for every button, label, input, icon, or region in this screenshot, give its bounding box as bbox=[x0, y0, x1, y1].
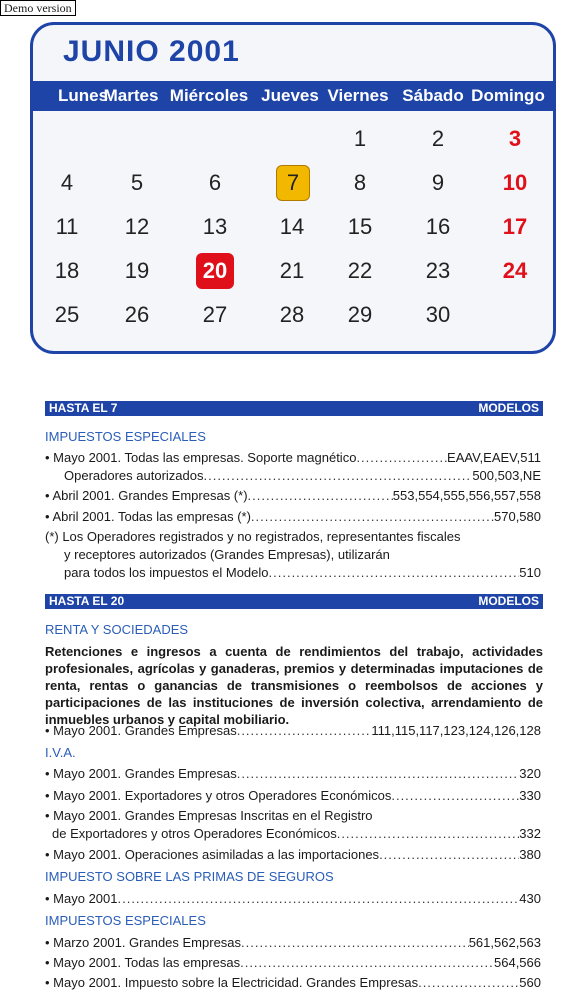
item-model: 570,580 bbox=[494, 509, 541, 524]
item-text: • Mayo 2001. Operaciones asimiladas a las importaciones bbox=[45, 847, 380, 862]
date-cell-29: 29 bbox=[347, 302, 373, 327]
date-cell-22: 22 bbox=[347, 258, 373, 283]
list-item bbox=[52, 826, 541, 841]
date-cell-6: 6 bbox=[208, 170, 222, 195]
date-cell-21: 21 bbox=[279, 258, 305, 283]
date-cell-16: 16 bbox=[425, 214, 451, 239]
date-cell-20: 20 bbox=[196, 253, 234, 289]
calendar bbox=[30, 22, 556, 354]
item-text: • Mayo 2001. Todas las empresas bbox=[45, 955, 241, 970]
section-header-hasta-7 bbox=[45, 401, 543, 416]
calendar-title: JUNIO 2001 bbox=[63, 35, 240, 68]
date-cell-4: 4 bbox=[60, 170, 74, 195]
date-cell-14: 14 bbox=[279, 214, 305, 239]
weekday-jueves: Jueves bbox=[261, 86, 319, 105]
date-cell-1: 1 bbox=[353, 126, 367, 151]
item-model: 380 bbox=[519, 847, 541, 862]
list-item bbox=[45, 766, 541, 781]
item-model: EAAV,EAEV,511 bbox=[447, 450, 541, 465]
item-text: • Marzo 2001. Grandes Empresas bbox=[45, 935, 242, 950]
weekday-viernes: Viernes bbox=[327, 86, 389, 105]
date-cell-13: 13 bbox=[202, 214, 228, 239]
item-model: 564,566 bbox=[494, 955, 541, 970]
item-text: de Exportadores y otros Operadores Económicos bbox=[52, 826, 337, 841]
section-header-modelos: MODELOS bbox=[478, 401, 539, 415]
weekday-martes: Martes bbox=[103, 86, 159, 105]
date-cell-2: 2 bbox=[431, 126, 445, 151]
item-text: • Mayo 2001. Grandes Empresas bbox=[45, 766, 237, 781]
item-model: 553,554,555,556,557,558 bbox=[392, 488, 541, 503]
category-primas-seguros: IMPUESTO SOBRE LAS PRIMAS DE SEGUROS bbox=[45, 869, 334, 884]
date-cell-18: 18 bbox=[54, 258, 80, 283]
item-model: 330 bbox=[519, 788, 541, 803]
date-cell-24: 24 bbox=[502, 258, 528, 283]
item-model: 430 bbox=[519, 891, 541, 906]
date-cell-7: 7 bbox=[276, 165, 310, 201]
list-item bbox=[45, 488, 541, 503]
item-model: 510 bbox=[519, 565, 541, 580]
date-cell-27: 27 bbox=[202, 302, 228, 327]
item-model: 320 bbox=[519, 766, 541, 781]
category-impuestos-especiales: IMPUESTOS ESPECIALES bbox=[45, 429, 206, 444]
date-cell-25: 25 bbox=[54, 302, 80, 327]
date-cell-9: 9 bbox=[431, 170, 445, 195]
date-cell-26: 26 bbox=[124, 302, 150, 327]
list-item bbox=[64, 468, 541, 483]
item-text: Operadores autorizados bbox=[64, 468, 204, 483]
item-model: 332 bbox=[519, 826, 541, 841]
section-header-hasta-20 bbox=[45, 594, 543, 609]
list-item bbox=[45, 450, 541, 465]
date-cell-30: 30 bbox=[425, 302, 451, 327]
footnote-line: y receptores autorizados (Grandes Empresas), utilizarán bbox=[64, 547, 390, 562]
renta-description: Retenciones e ingresos a cuenta de rendimientos del trabajo, actividades profesionales, agrícolas y ganaderas, premios y determinadas imputaciones de renta, rentas o ganancias de transmisiones o reembolsos de acciones y participaciones de las instituciones de inversión colectiva, arrendamiento de inmuebles urbanos y capital mobiliario. bbox=[45, 644, 543, 727]
date-cell-3: 3 bbox=[508, 126, 522, 151]
weekday-header-bar bbox=[33, 81, 553, 111]
date-cell-19: 19 bbox=[124, 258, 150, 283]
list-item bbox=[45, 723, 541, 738]
demo-version-label: Demo version bbox=[0, 0, 76, 16]
item-text: • Mayo 2001. Exportadores y otros Operadores Económicos bbox=[45, 788, 392, 803]
category-impuestos-especiales: IMPUESTOS ESPECIALES bbox=[45, 913, 206, 928]
list-item bbox=[45, 935, 541, 950]
date-cell-28: 28 bbox=[279, 302, 305, 327]
date-cell-12: 12 bbox=[124, 214, 150, 239]
item-text: para todos los impuestos el Modelo bbox=[64, 565, 269, 580]
item-model: 500,503,NE bbox=[472, 468, 541, 483]
item-text: • Mayo 2001. Grandes Empresas Inscritas en el Registro bbox=[45, 808, 373, 823]
section-header-title: HASTA EL 20 bbox=[49, 594, 125, 608]
item-text: • Mayo 2001 bbox=[45, 891, 118, 906]
item-text: • Mayo 2001. Todas las empresas. Soporte magnético bbox=[45, 450, 357, 465]
category-iva: I.V.A. bbox=[45, 745, 76, 760]
item-text: • Mayo 2001. Impuesto sobre la Electricidad. Grandes Empresas bbox=[45, 975, 419, 990]
list-item bbox=[45, 788, 541, 803]
section-header-modelos: MODELOS bbox=[478, 594, 539, 608]
weekday-lunes: Lunes bbox=[57, 86, 109, 105]
item-model: 560 bbox=[519, 975, 541, 990]
section-header-title: HASTA EL 7 bbox=[49, 401, 118, 415]
list-item bbox=[45, 975, 541, 990]
item-text: • Mayo 2001. Grandes Empresas bbox=[45, 723, 237, 738]
footnote-line: (*) Los Operadores registrados y no registrados, representantes fiscales bbox=[45, 529, 461, 544]
list-item bbox=[45, 509, 541, 524]
date-cell-15: 15 bbox=[347, 214, 373, 239]
item-text: • Abril 2001. Grandes Empresas (*) bbox=[45, 488, 248, 503]
weekday-sabado: Sábado bbox=[402, 86, 464, 105]
list-item bbox=[45, 891, 541, 906]
item-model: 111,115,117,123,124,126,128 bbox=[371, 723, 541, 738]
list-item bbox=[64, 565, 541, 580]
weekday-miercoles: Miércoles bbox=[169, 86, 249, 105]
item-model: 561,562,563 bbox=[468, 935, 541, 950]
date-cell-23: 23 bbox=[425, 258, 451, 283]
date-cell-10: 10 bbox=[502, 170, 528, 195]
date-cell-17: 17 bbox=[502, 214, 528, 239]
category-renta-sociedades: RENTA Y SOCIEDADES bbox=[45, 622, 189, 637]
list-item bbox=[45, 847, 541, 862]
list-item bbox=[45, 955, 541, 970]
item-text: • Abril 2001. Todas las empresas (*) bbox=[45, 509, 251, 524]
date-cell-8: 8 bbox=[353, 170, 367, 195]
date-cell-5: 5 bbox=[130, 170, 144, 195]
date-cell-11: 11 bbox=[55, 214, 79, 239]
weekday-domingo: Domingo bbox=[471, 86, 545, 105]
